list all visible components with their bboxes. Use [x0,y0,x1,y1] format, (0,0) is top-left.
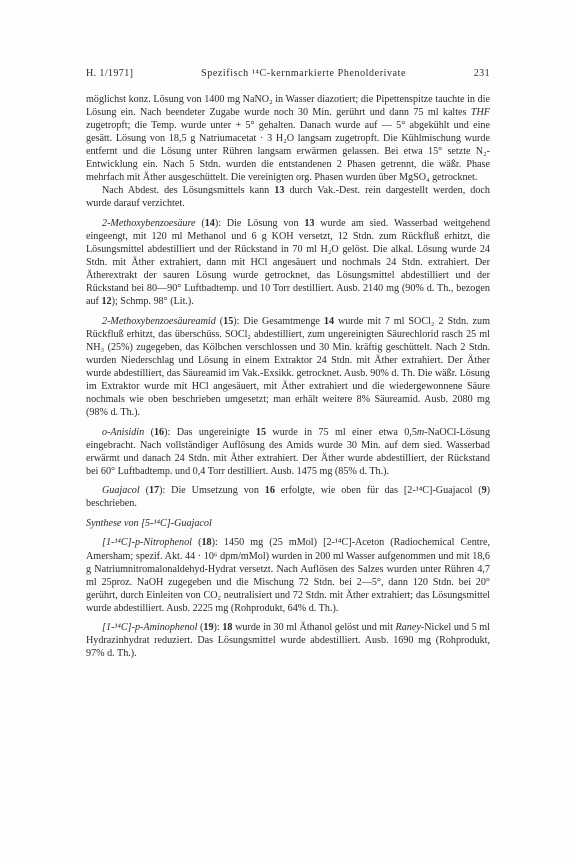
paragraph [86,93,490,184]
italic-run: [1-¹⁴C]-p-Aminophenol [102,622,198,634]
compound-number: 13 [274,185,285,197]
compound-number: 15 [255,426,267,438]
paragraph [86,621,490,660]
text-run: zugetropft; die Temp. wurde unter + 5° gehalten. Danach wurde auf — 5° abgekühlt und eine gesätt. Lösung von 18,5 g Natriumacetat · 3 H₂O langsam zugetropft. Die Kühlmischung wurde entfernt und die Lösung unter Rühren langsam erwärmen gelassen. Bei etwa 15° setzte N₂-Entwicklung ein. Nach 5 Stdn. wurden die entstandenen 2 Phasen getrennt, die wäßr. Phase mehrfach mit Äther ausgeschüttelt. Die vereinigten org. Phasen wurden über MgSO₄ getrocknet. [86,120,490,184]
compound-number: 16 [264,485,275,497]
text-run: -NaOCl-Lösung eingebracht. Nach vollständiger Auflösung des Amids wurde 30 Min. auf dem sied. Wasserbad erwärmt und danach 24 Stdn. mit Äther extrahiert. Der Äther wurde abdestilliert, der Rückstand bei 60° Luftbadtemp. und 0,4 Torr destilliert. Ausb. 1475 mg (85% d. Th.). [86,426,491,477]
text-run: wurde am sied. Wasserbad weitgehend eingeengt, mit 120 ml Methanol und 6 g KOH versetzt, 12 Stdn. zum Rückfluß erhitzt, die Lösungsmittel abdestilliert und der Rückstand in 70 ml H₂O gelöst. Die alkal. Lösung wurde 24 Stdn. mit Äther extrahiert, dann mit HCl angesäuert und nochmals 24 Stdn. extrahiert. Der Ätherextrakt der sauren Lösung wurde getrocknet, das Lösungsmittel abdestilliert und der Rückstand bei 80—90° Luftbadtemp. und 10 Torr destilliert. Ausb. 2140 mg (90% d. Th., bezogen auf [86,217,491,308]
text-run: ( [192,537,202,549]
compound-number: 15 [223,315,234,327]
compound-number: 14 [204,217,215,229]
text-run: ): Die Gesamtmenge [233,315,324,327]
running-header [86,68,490,79]
italic-run: Synthese von [5-¹⁴C]-Guajacol [86,517,212,529]
italic-run: [1-¹⁴C]-p-Nitrophenol [102,537,192,549]
text-run: ): 1450 mg (25 mMol) [2-¹⁴C]-Aceton (Radiochemical Centre, Amersham; spezif. Akt. 44 · 10⁶ dpm/mMol) wurden in 200 ml Wasser aufgenommen und mit 18,6 g Natriumnitromalonaldehyd-Hydrat versetzt. Nach Auflösen des Salzes wurden unter Rühren 4,7 ml 25proz. NaOH zugegeben und die Mischung 72 Stdn. bei 2—5°, dann 120 Stdn. bei 20° gerührt, durch Einleiten von CO₂ neutralisiert und 72 Stdn. mit Äther extrahiert; das Lösungsmittel wurde abdestilliert. Ausb. 2225 mg (Rohprodukt, 64% d. Th.). [86,537,491,614]
compound-number: 9 [481,485,487,497]
compound-number: 19 [203,622,214,634]
journal-issue: H. 1/1971] [86,68,134,79]
paragraph [86,315,490,419]
paragraph [86,536,490,614]
text-run: ): [213,622,223,634]
paragraph [86,484,490,510]
italic-run: Raney [395,622,421,634]
compound-number: 12 [101,296,112,308]
text-run: ( [197,622,204,634]
compound-number: 17 [148,485,160,497]
text-run: -Nickel und 5 ml Hydrazinhydrat reduziert. Das Lösungsmittel wurde abdestilliert. Ausb. 1690 mg (Rohprodukt, 97% d. Th.). [86,622,490,660]
text-run: möglichst konz. Lösung von 1400 mg NaNO₂ in Wasser diazotiert; die Pipettenspitze tauchte in die Lösung ein. Nach beendeter Zugabe wurde noch 30 Min. gerührt und dann 75 ml kaltes [86,94,490,119]
compound-number: 18 [222,622,233,634]
compound-number: 16 [153,426,165,438]
compound-number: 14 [323,315,335,327]
italic-run: 2-Methoxybenzoesäureamid [102,315,216,327]
text-run: wurde mit 7 ml SOCl₂ 2 Stdn. zum Rückfluß erhitzt, das überschüss. SOCl₂ abdestilliert, zum ungereinigten Säurechlorid rasch 25 ml NH₃ (25%) zugegeben, das Kölbchen verschlossen und 30 Min. kräftig geschüttelt. Nach 2 Stdn. wurden Niederschlag und Lösung in einem Extraktor 24 Stdn. mit Äther extrahiert. Der Äther wurde abdestilliert, das Säureamid im Vak.-Exsikk. getrocknet. Ausb. 90% d. Th. Die wäßr. Lösung im Extraktor wurde mit HCl angesäuert, mit Äther extrahiert und die wiedergewonnene Säure nochmals wie oben beschrieben umgesetzt; man erhält weitere 8% Säureamid. Ausb. 2080 mg (98% d. Th.). [86,315,490,419]
italic-run: m [416,426,425,438]
italic-run: Guajacol [102,485,140,497]
text-run: durch Vak.-Dest. rein dargestellt werden, doch wurde darauf verzichtet. [86,185,490,210]
text-run: ( [195,217,205,229]
text-run: wurde in 30 ml Äthanol gelöst und mit [232,622,396,634]
text-run: ); Schmp. 98° (Lit.). [111,296,194,308]
italic-run: o-Anisidin [102,426,145,438]
text-run: erfolgte, wie oben für das [2-¹⁴C]-Guajacol ( [274,485,482,497]
compound-number: 18 [201,537,212,549]
text-run: ( [144,426,154,438]
running-title: Spezifisch ¹⁴C-kernmarkierte Phenolderivate [201,68,407,79]
text-run: ): Das ungereinigte [164,426,256,438]
paragraph [86,217,490,308]
italic-run: 2-Methoxybenzoesäure [102,217,196,229]
section-heading [86,517,490,530]
paragraph [86,426,490,478]
text-run: Nach Abdest. des Lösungsmittels kann [102,185,275,197]
page-number: 231 [473,68,490,79]
text-run: wurde in 75 ml einer etwa 0,5 [266,426,417,438]
compound-number: 13 [304,217,315,229]
text-run: ( [139,485,149,497]
text-run: ): Die Umsetzung von [159,485,265,497]
paragraph [86,184,490,210]
text-run: ) beschrieben. [86,485,491,510]
text-run: ): Die Lösung von [214,217,305,229]
italic-run: THF [470,107,490,119]
text-run: ( [215,315,224,327]
body-text [86,93,490,660]
